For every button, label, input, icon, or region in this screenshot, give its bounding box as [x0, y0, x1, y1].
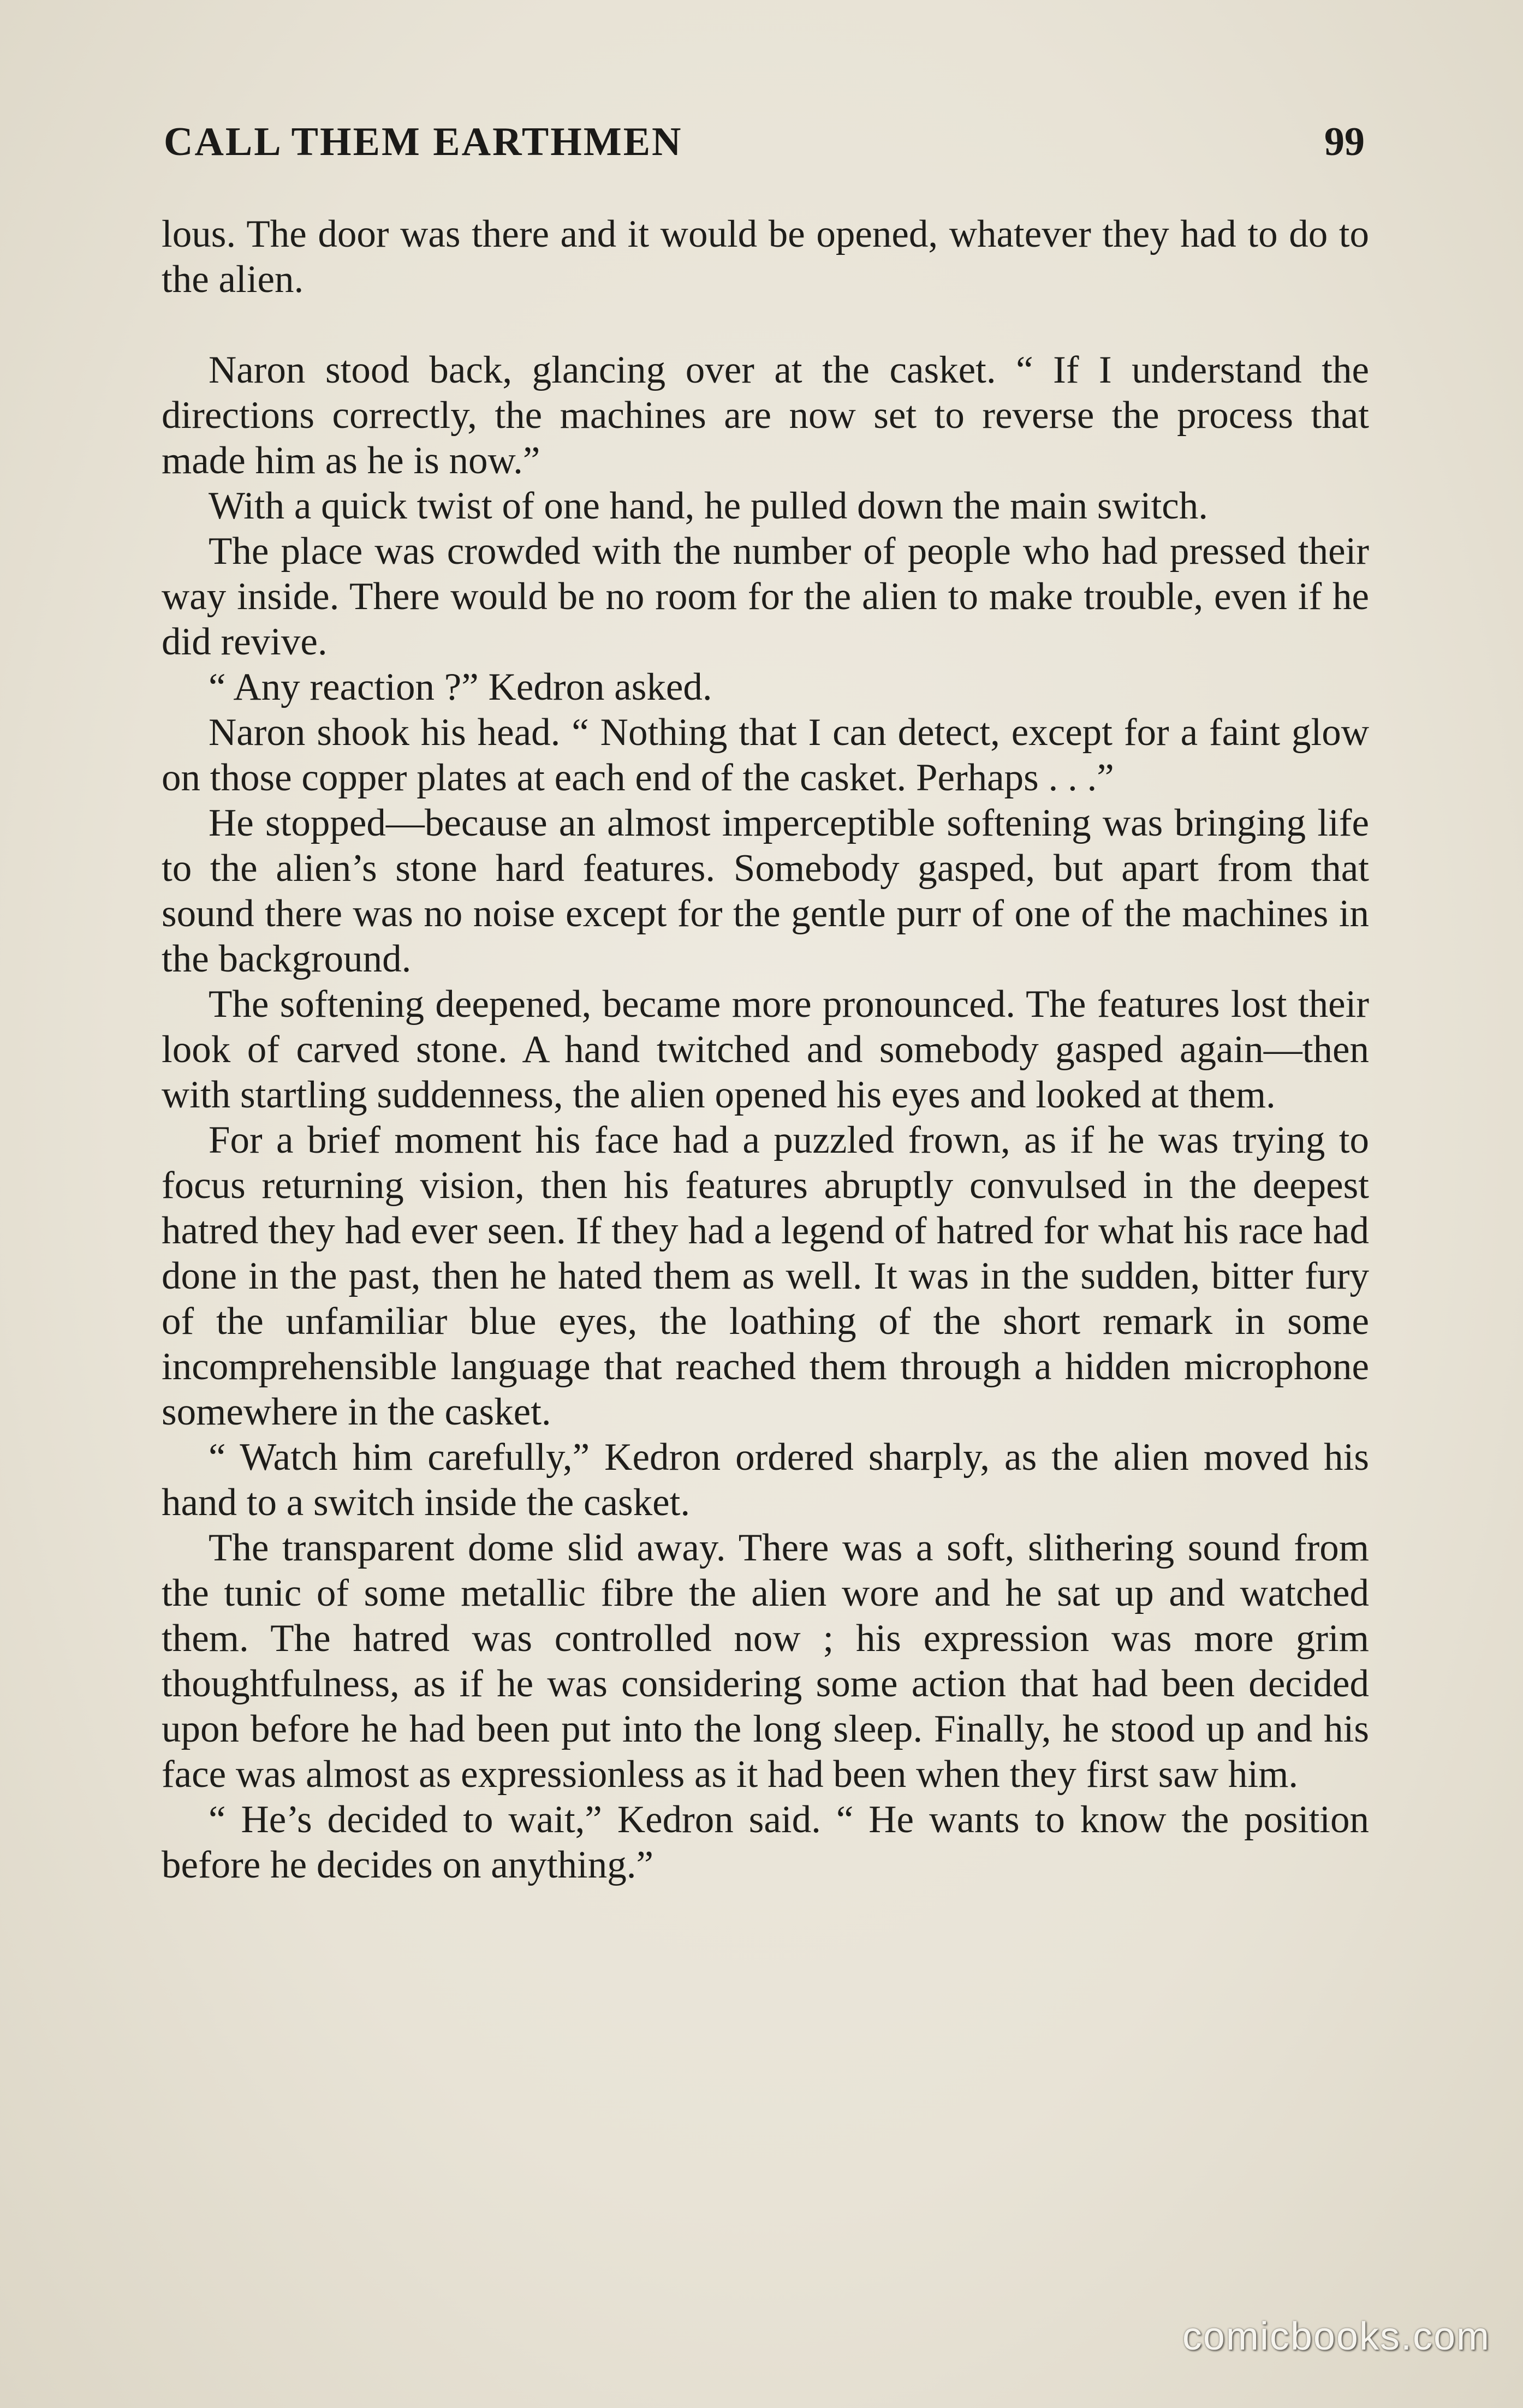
running-title: CALL THEM EARTHMEN [164, 120, 683, 164]
paragraph: Naron stood back, glancing over at the casket. “ If I understand the directions correctly, the machines are now set to reverse the process that made him as he is now.” [162, 349, 1369, 482]
paragraph: With a quick twist of one hand, he pulled down the main switch. [209, 485, 1208, 527]
page-number: 99 [1324, 120, 1365, 164]
paragraph: “ He’s decided to wait,” Kedron said. “ He wants to know the position before he decides on anything.” [162, 1798, 1369, 1886]
paragraph: He stopped—because an almost imperceptible softening was bringing life to the alien’s stone hard features. Somebody gasped, but apart from that sound there was no noise except for the gentle purr of one of the machines in the background. [162, 802, 1369, 980]
paragraph: “ Watch him carefully,” Kedron ordered sharply, as the alien moved his hand to a switch inside the casket. [162, 1436, 1369, 1524]
paragraph: For a brief moment his face had a puzzled frown, as if he was trying to focus returning vision, then his features abruptly convulsed in the deepest hatred they had ever seen. If they had a legend of hatred for what his race had done in the past, then he hated them as well. It was in the sudden, bitter fury of the unfamiliar blue eyes, the loathing of the short remark in some incomprehensible language that reached them through a hidden microphone somewhere in the casket. [162, 1119, 1369, 1433]
running-head [164, 119, 1365, 179]
paragraph: The place was crowded with the number of people who had pressed their way inside. There would be no room for the alien to make trouble, even if he did revive. [162, 530, 1369, 663]
paragraph: The softening deepened, became more pronounced. The features lost their look of carved stone. A hand twitched and somebody gasped again—then with startling suddenness, the alien opened his eyes and looked at them. [162, 983, 1369, 1116]
paragraph: lous. The door was there and it would be opened, whatever they had to do to the alien. [162, 213, 1369, 301]
paragraph: The transparent dome slid away. There was a soft, slithering sound from the tunic of some metallic fibre the alien wore and he sat up and watched them. The hatred was controlled now ; his expression was more grim thoughtfulness, as if he was considering some action that had been decided upon before he had been put into the long sleep. Finally, he stood up and his face was almost as expressionless as it had been when they first saw him. [162, 1527, 1369, 1796]
paragraph: Naron shook his head. “ Nothing that I can detect, except for a faint glow on those copper plates at each end of the casket. Perhaps . . .” [162, 711, 1369, 799]
paragraph: “ Any reaction ?” Kedron asked. [209, 666, 712, 708]
body-text [162, 212, 1369, 1888]
watermark: comicbooks.com [1182, 2315, 1490, 2358]
